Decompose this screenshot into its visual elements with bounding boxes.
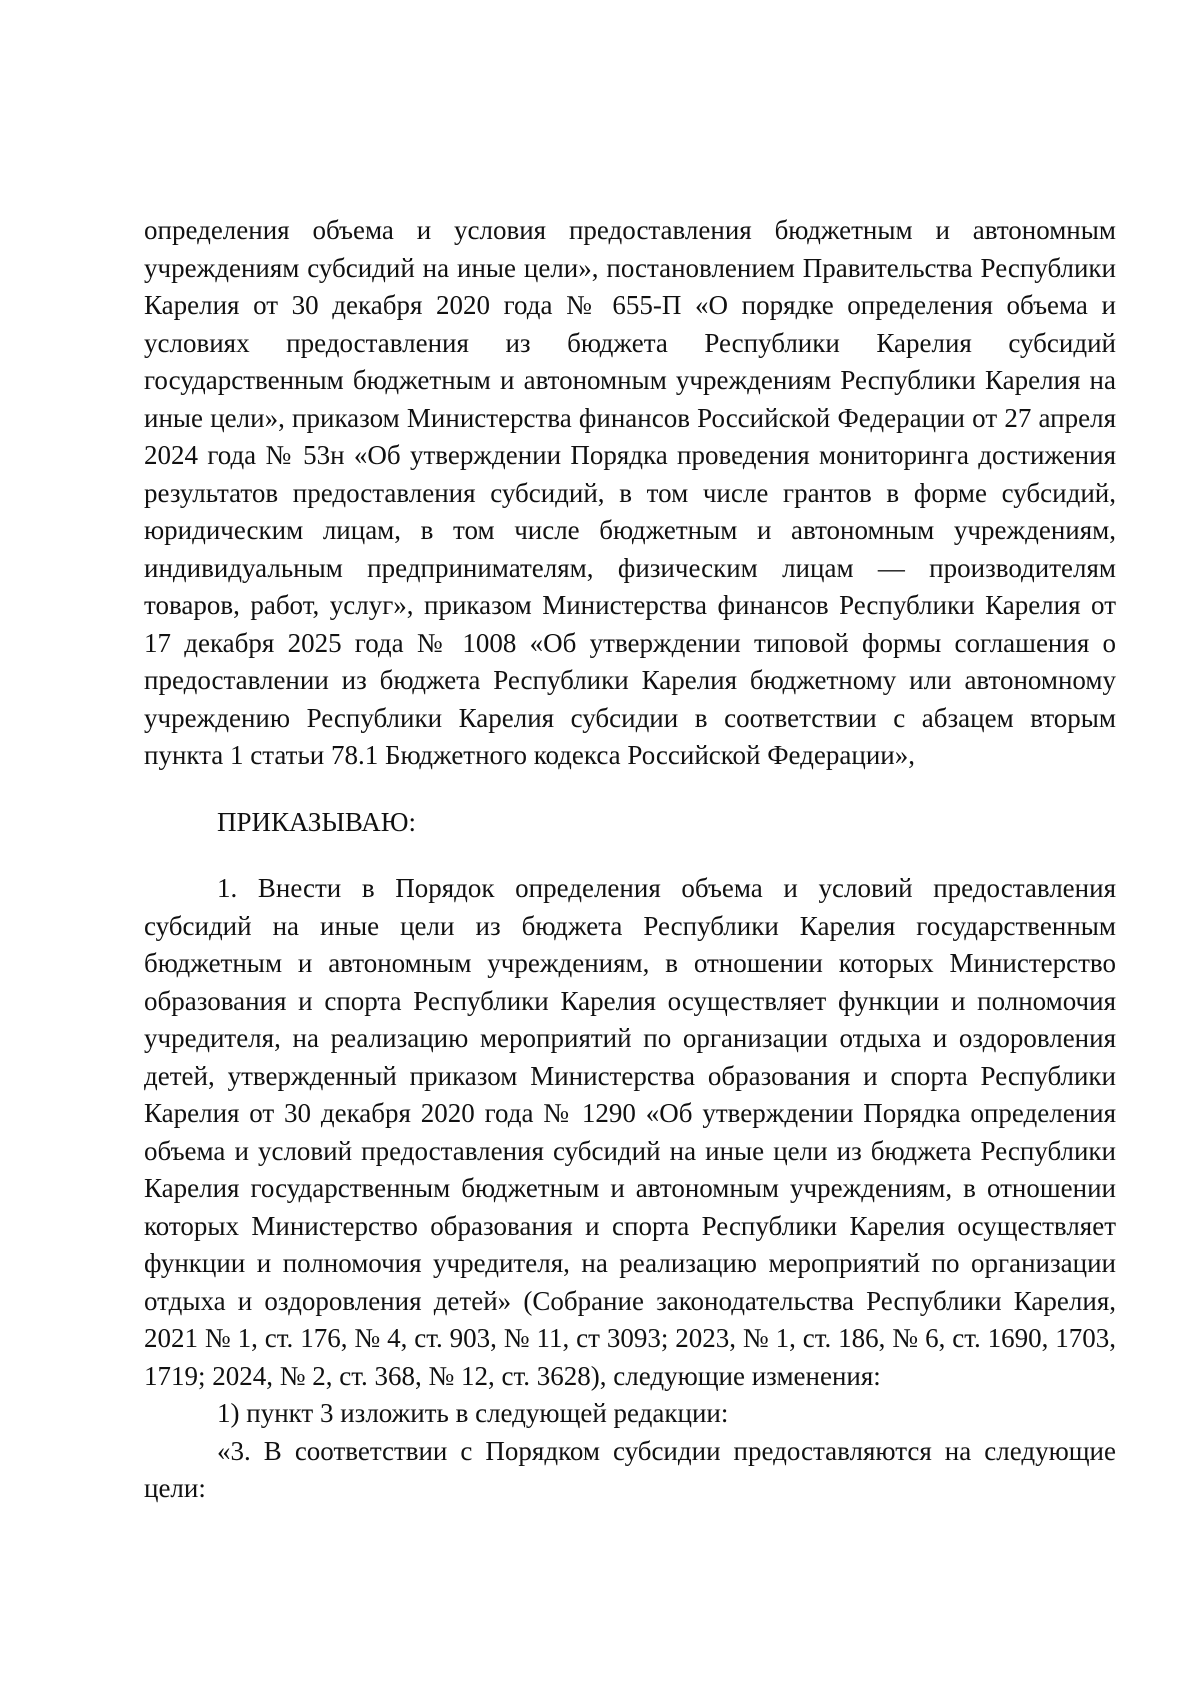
preamble-paragraph: определения объема и условия предоставления бюджетным и автономным учреждениям субсидий на иные цели», постановлением Правительства Республики Карелия от 30 декабря 2020 года № 655-П «О порядке определения объема и условиях предоставления из бюджета Республики Карелия субсидий государственным бюджетным и автономным учреждениям Республики Карелия на иные цели», приказом Министерства финансов Российской Федерации от 27 апреля 2024 года № 53н «Об утверждении Порядка проведения мониторинга достижения результатов предоставления субсидий, в том числе грантов в форме субсидий, юридическим лицам, в том числе бюджетным и автономным учреждениям, индивидуальным предпринимателям, физическим лицам — производителям товаров, работ, услуг», приказом Министерства финансов Республики Карелия от 17 декабря 2025 года № 1008 «Об утверждении типовой формы соглашения о предоставлении из бюджета Республики Карелия бюджетному или автономному учреждению Республики Карелия субсидии в соответствии с абзацем вторым пункта 1 статьи 78.1 Бюджетного кодекса Российской Федерации», — [144, 215, 1116, 770]
order-heading: ПРИКАЗЫВАЮ: — [217, 806, 416, 837]
item-1-paragraph: 1. Внести в Порядок определения объема и условий предоставления субсидий на иные цели из бюджета Республики Карелия государственным бюджетным и автономным учреждениям, в отношении которых Министерство образования и спорта Республики Карелия осуществляет функции и полномочия учредителя, на реализацию мероприятий по организации отдыха и оздоровления детей, утвержденный приказом Министерства образования и спорта Республики Карелия от 30 декабря 2020 года № 1290 «Об утверждении Порядка определения объема и условий предоставления субсидий на иные цели из бюджета Республики Карелия государственным бюджетным и автономным учреждениям, в отношении которых Министерство образования и спорта Республики Карелия осуществляет функции и полномочия учредителя, на реализацию мероприятий по организации отдыха и оздоровления детей» (Собрание законодательства Республики Карелия, 2021 № 1, ст. 176, № 4, ст. 903, № 11, ст 3093; 2023, № 1, ст. 186, № 6, ст. 1690, 1703, 1719; 2024, № 2, ст. 368, № 12, ст. 3628), следующие изменения: — [144, 873, 1116, 1391]
quoted-item-3-paragraph: «3. В соответствии с Порядком субсидии предоставляются на следующие цели: — [144, 1435, 1116, 1503]
subitem-1-paragraph: 1) пункт 3 изложить в следующей редакции: — [217, 1398, 729, 1428]
document-body — [144, 212, 1116, 1508]
